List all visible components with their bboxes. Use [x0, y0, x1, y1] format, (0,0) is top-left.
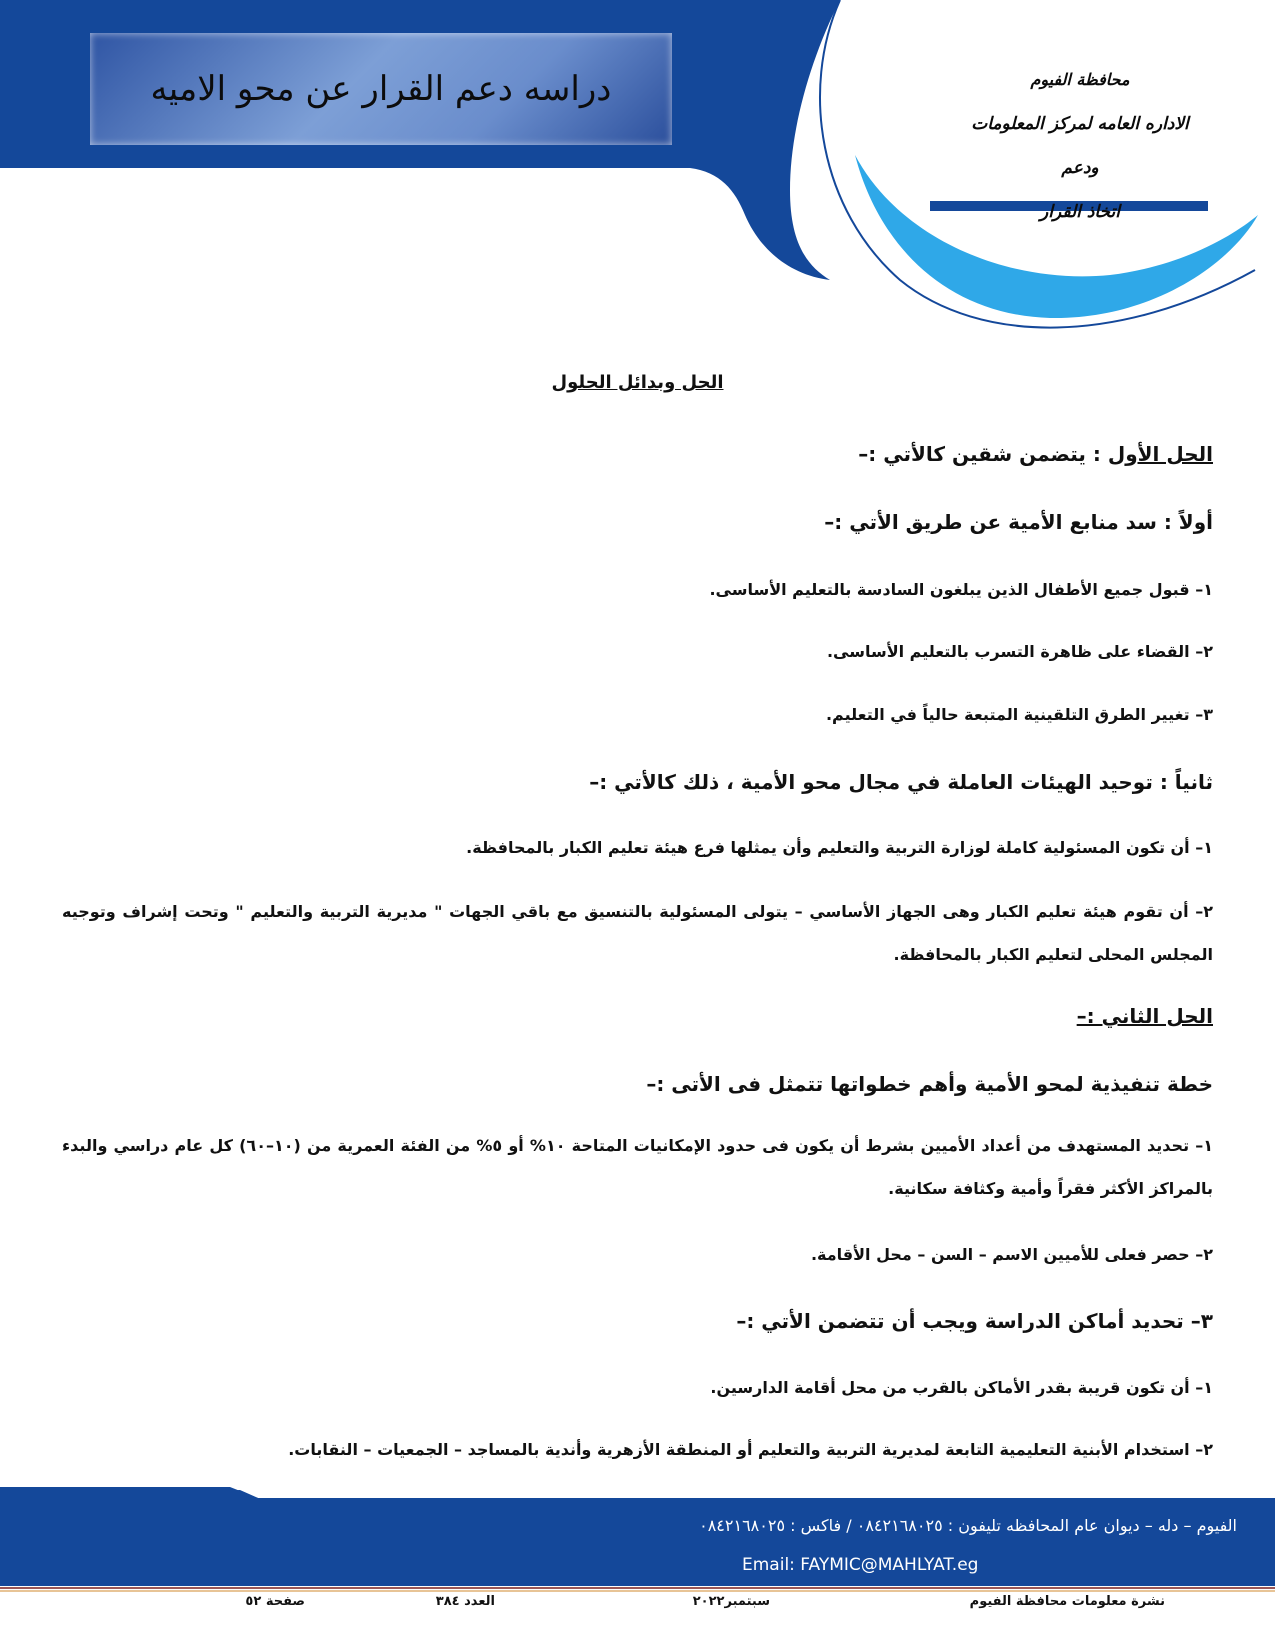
second-heading: ثانياً : توحيد الهيئات العاملة في مجال محو الأمية ، ذلك كالأتي :–: [589, 770, 1213, 794]
header-title: دراسه دعم القرار عن محو الاميه: [150, 69, 612, 109]
first-item-3: ٣– تغيير الطرق التلقينية المتبعة حالياً في التعليم.: [825, 705, 1213, 724]
org-logo-text: [960, 58, 1200, 234]
main-heading: الحل وبدائل الحلول: [551, 372, 724, 393]
first-item-2: ٢– القضاء على ظاهرة التسرب بالتعليم الأساسى.: [826, 642, 1213, 661]
solution-one-rest: : يتضمن شقين كالأتي :–: [858, 442, 1108, 466]
solution-two-heading: [62, 1004, 1213, 1028]
solution-one-heading: [62, 442, 1213, 466]
footer-date: سبتمبر٢٠٢٢: [692, 1594, 770, 1609]
first-heading: أولاً : سد منابع الأمية عن طريق الأتي :–: [824, 510, 1213, 534]
solution-two-label: الحل الثاني :–: [1076, 1004, 1213, 1028]
footer-issue: العدد ٣٨٤: [435, 1594, 495, 1609]
second-item-2: ٢– أن تقوم هيئة تعليم الكبار وهى الجهاز الأساسي – يتولى المسئولية بالتنسيق مع باقي الجهات " مديرية التربية والتعليم " وتحت إشراف وتوجيه المجلس المحلى لتعليم الكبار بالمحافظة.: [62, 902, 1213, 964]
second-item-1: ١– أن تكون المسئولية كاملة لوزارة التربية والتعليم وأن يمثلها فرع هيئة تعليم الكبار بالمحافظة.: [466, 838, 1213, 857]
plan-item-2: ٢– حصر فعلى للأميين الاسم – السن – محل الأقامة.: [810, 1245, 1213, 1264]
footer-band-content: [0, 1498, 1275, 1586]
footer-publication: نشرة معلومات محافظة الفيوم: [969, 1594, 1165, 1609]
footer-page-number: صفحة ٥٢: [245, 1594, 305, 1609]
footer-notch: [0, 1487, 258, 1498]
solution-one-label: الحل الأول: [1107, 442, 1213, 466]
places-heading: ٣– تحديد أماكن الدراسة ويجب أن تتضمن الأتي :–: [736, 1309, 1213, 1333]
places-item-2: ٢– استخدام الأبنية التعليمية التابعة لمديرية التربية والتعليم أو المنطقة الأزهرية وأندية بالمساجد – الجمعيات – النقابات.: [288, 1440, 1213, 1459]
first-item-1: ١– قبول جميع الأطفال الذين يبلغون السادسة بالتعليم الأساسى.: [709, 580, 1213, 599]
org-line-1: محافظة الفيوم: [1030, 70, 1130, 89]
org-line-2: الاداره العامه لمركز المعلومات ودعم: [971, 114, 1189, 178]
plan-heading: خطة تنفيذية لمحو الأمية وأهم خطواتها تتمثل فى الأتى :–: [646, 1072, 1213, 1096]
footer-email: Email: FAYMIC@MAHLYAT.eg: [742, 1555, 979, 1575]
org-line-3: اتخاذ القرار: [1040, 202, 1120, 222]
header-title-box: [90, 33, 672, 145]
places-item-1: ١– أن تكون قريبة بقدر الأماكن بالقرب من محل أقامة الدارسين.: [710, 1378, 1213, 1397]
plan-item-1: ١– تحديد المستهدف من أعداد الأميين بشرط أن يكون فى حدود الإمكانيات المتاحة ١٠% أو ٥% من الفئة العمرية من (١٠–٦٠) كل عام دراسي والبدء بالمراكز الأكثر فقراً وأمية وكثافة سكانية.: [62, 1136, 1213, 1198]
footer-address: الفيوم – دله – ديوان عام المحافظه تليفون : ٠٨٤٢١٦٨٠٢٥ / فاكس : ٠٨٤٢١٦٨٠٢٥: [699, 1516, 1237, 1535]
